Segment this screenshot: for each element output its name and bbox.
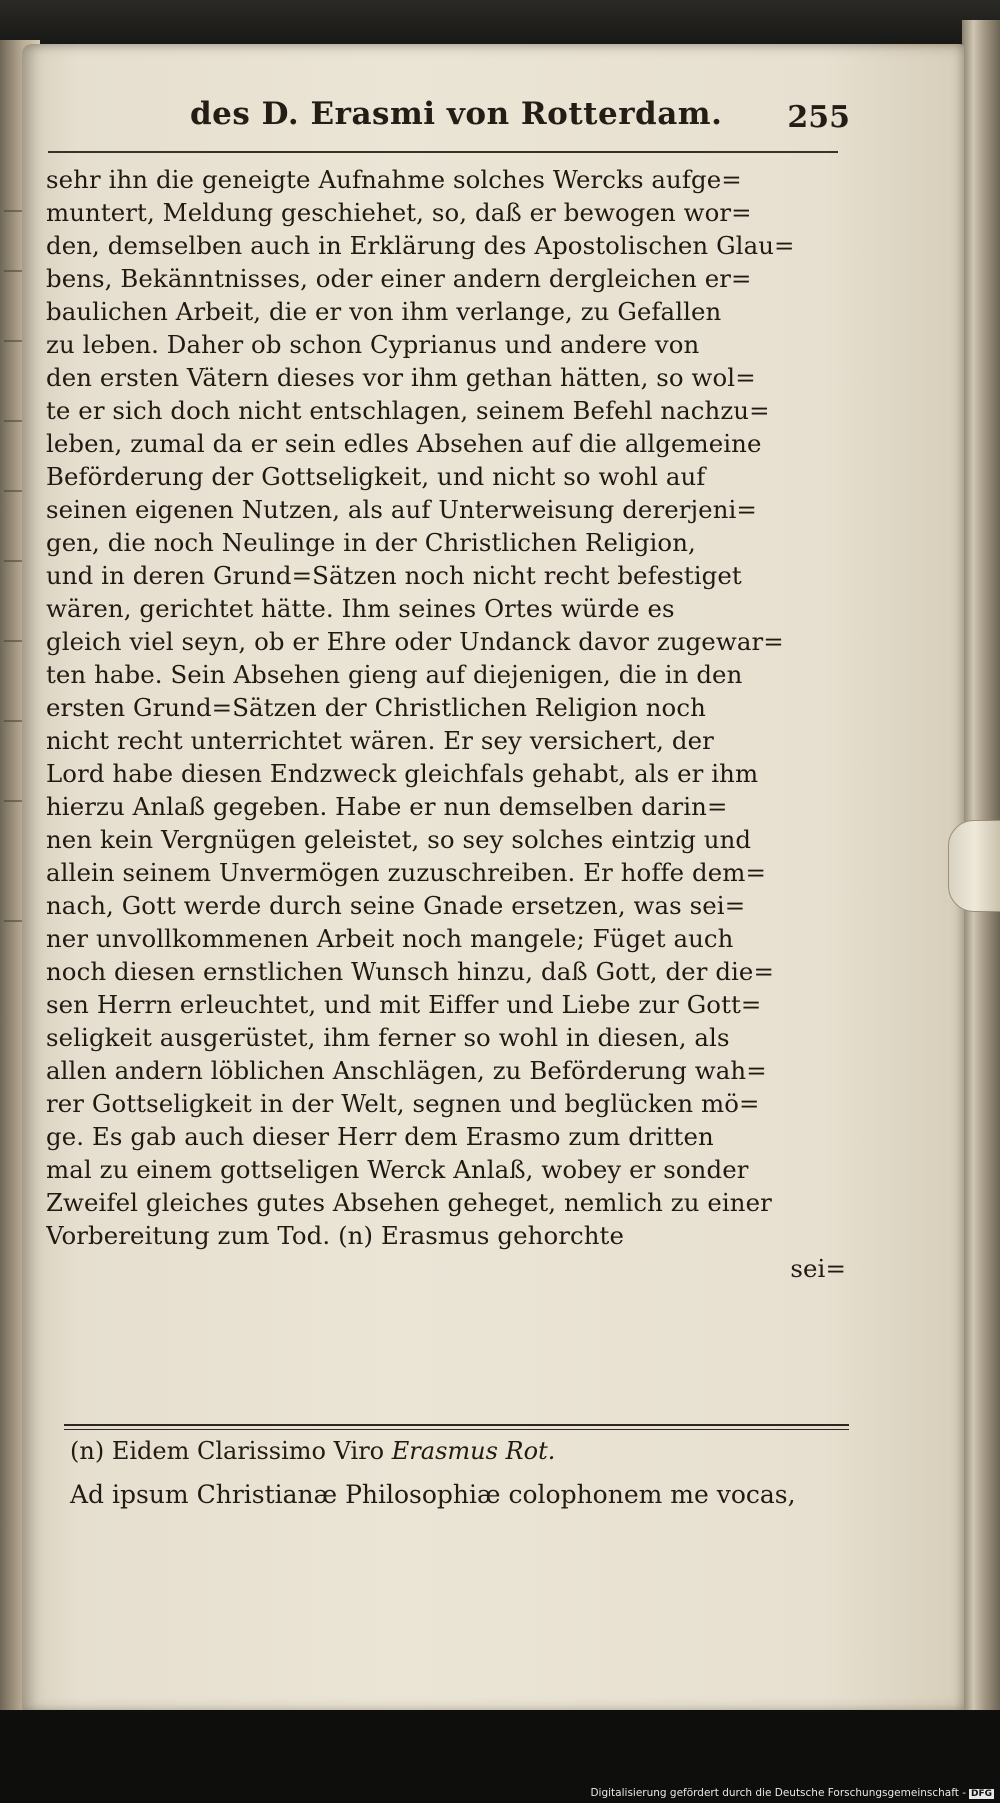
running-title: des D. Erasmi von Rotterdam. (190, 96, 723, 132)
credit-text: Digitalisierung gefördert durch die Deutsche Forschungsgemeinschaft - (590, 1787, 966, 1799)
footnote-text: Eidem Clarissimo Viro (111, 1437, 385, 1465)
text-line: allen andern löblichen Anschlägen, zu Beförderung wah= (46, 1056, 767, 1085)
text-line: und in deren Grund=Sätzen noch nicht recht befestiget (46, 561, 742, 590)
page-header (160, 96, 850, 146)
text-line: sei= (790, 1254, 846, 1283)
footnote-line-2: Ad ipsum Christianæ Philosophiæ colophonem me vocas, (70, 1480, 796, 1509)
text-line: noch diesen ernstlichen Wunsch hinzu, daß Gott, der die= (46, 957, 775, 986)
text-line: rer Gottseligkeit in der Welt, segnen und beglücken mö= (46, 1089, 760, 1118)
text-line: muntert, Meldung geschiehet, so, daß er bewogen wor= (46, 198, 752, 227)
text-line: gen, die noch Neulinge in der Christlichen Religion, (46, 528, 696, 557)
text-line: leben, zumal da er sein edles Absehen auf die allgemeine (46, 429, 762, 458)
text-line: gleich viel seyn, ob er Ehre oder Undanck davor zugewar= (46, 627, 784, 656)
text-line: nach, Gott werde durch seine Gnade ersetzen, was sei= (46, 891, 746, 920)
footnote-marker: (n) (70, 1437, 105, 1465)
text-line: nicht recht unterrichtet wären. Er sey versichert, der (46, 726, 714, 755)
text-line: ersten Grund=Sätzen der Christlichen Religion noch (46, 693, 706, 722)
footnote-rule (64, 1424, 849, 1426)
text-line: den, demselben auch in Erklärung des Apostolischen Glau= (46, 231, 795, 260)
text-line: mal zu einem gottseligen Werck Anlaß, wobey er sonder (46, 1155, 749, 1184)
page-clip (948, 820, 1000, 912)
text-line: wären, gerichtet hätte. Ihm seines Ortes würde es (46, 594, 675, 623)
text-line: seinen eigenen Nutzen, als auf Unterweisung dererjeni= (46, 495, 757, 524)
dfg-badge: DFG (970, 1789, 992, 1799)
digitization-credit (590, 1787, 994, 1799)
footnote-rule-thin (64, 1429, 849, 1430)
page-number: 255 (787, 100, 850, 135)
text-line: ge. Es gab auch dieser Herr dem Erasmo zum dritten (46, 1122, 714, 1151)
text-line: Zweifel gleiches gutes Absehen geheget, nemlich zu einer (46, 1188, 772, 1217)
text-line: ten habe. Sein Absehen gieng auf diejenigen, die in den (46, 660, 743, 689)
text-line: Lord habe diesen Endzweck gleichfals gehabt, als er ihm (46, 759, 759, 788)
text-line: te er sich doch nicht entschlagen, seinem Befehl nachzu= (46, 396, 770, 425)
text-line: zu leben. Daher ob schon Cyprianus und andere von (46, 330, 700, 359)
text-line: seligkeit ausgerüstet, ihm ferner so wohl in diesen, als (46, 1023, 730, 1052)
text-line: allein seinem Unvermögen zuzuschreiben. Er hoffe dem= (46, 858, 766, 887)
text-line: bens, Bekänntnisses, oder einer andern dergleichen er= (46, 264, 752, 293)
text-line: hierzu Anlaß gegeben. Habe er nun demselben darin= (46, 792, 728, 821)
text-line: den ersten Vätern dieses vor ihm gethan hätten, so wol= (46, 363, 756, 392)
text-line: sen Herrn erleuchtet, und mit Eiffer und Liebe zur Gott= (46, 990, 762, 1019)
text-line: ner unvollkommenen Arbeit noch mangele; Füget auch (46, 924, 734, 953)
text-line: sehr ihn die geneigte Aufnahme solches Wercks aufge= (46, 165, 742, 194)
text-line: nen kein Vergnügen geleistet, so sey solches eintzig und (46, 825, 752, 854)
header-rule (48, 151, 838, 153)
body-text (46, 163, 846, 1285)
text-line: Beförderung der Gottseligkeit, und nicht so wohl auf (46, 462, 706, 491)
text-line: baulichen Arbeit, die er von ihm verlange, zu Gefallen (46, 297, 722, 326)
footnote-line-1 (70, 1437, 555, 1465)
footnote-italic-name: Erasmus Rot. (391, 1437, 556, 1465)
text-line: Vorbereitung zum Tod. (n) Erasmus gehorchte (46, 1221, 624, 1250)
